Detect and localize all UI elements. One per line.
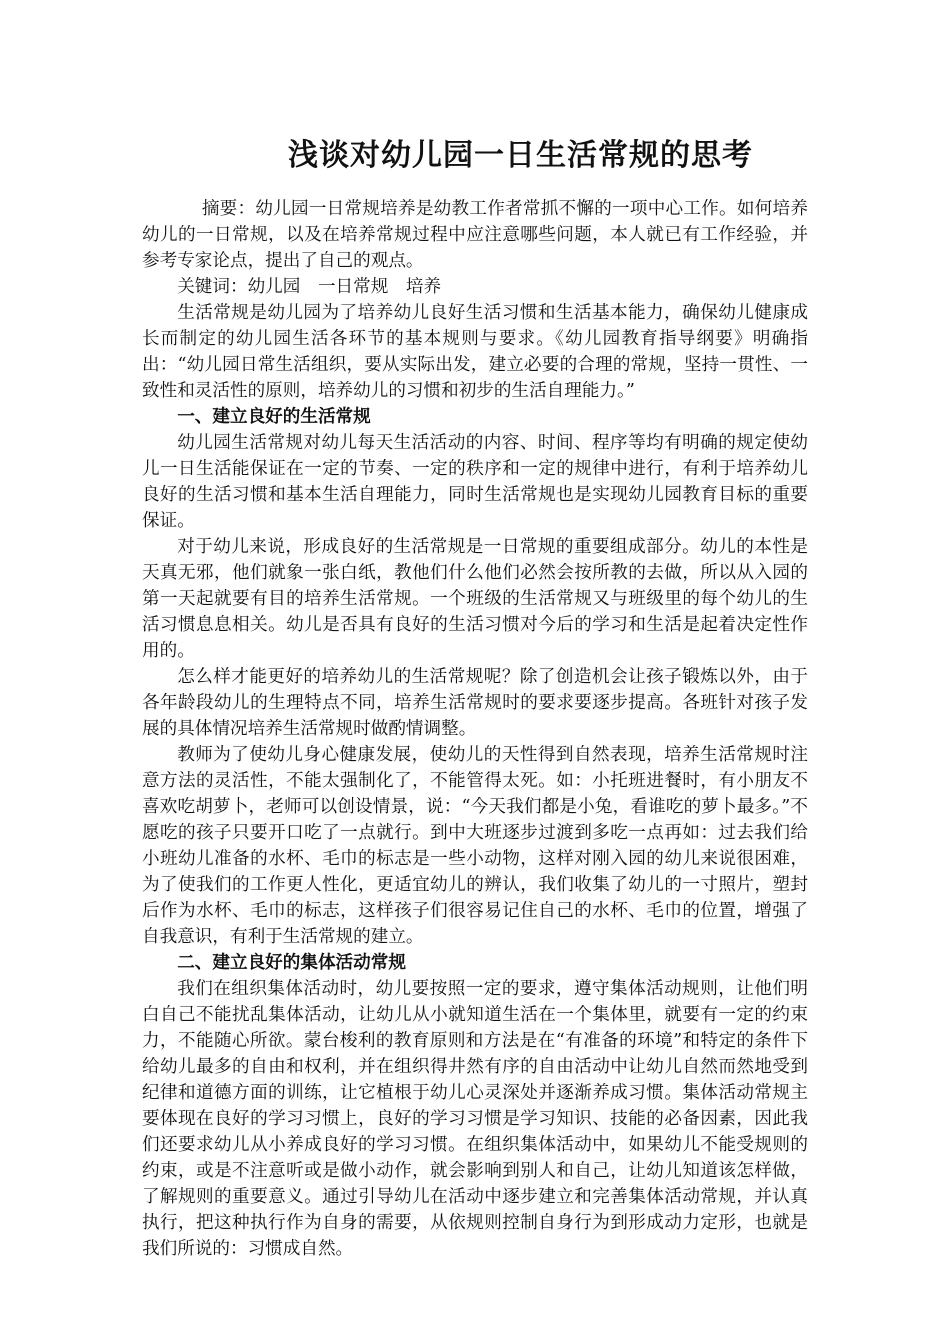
keywords-line: 关键词：幼儿园 一日常规 培养 [177, 277, 442, 297]
body-paragraph: 对于幼儿来说，形成良好的生活常规是一日常规的重要组成部分。幼儿的本性是天真无邪，他们就象一张白纸，教他们什么他们必然会按所教的去做，所以从入园的第一天起就要有目的培养生活常规。一个班级的生活常规又与班级里的每个幼儿的生活习惯息息相关。幼儿是否具有良好的生活习惯对今后的学习和生活是起着决定性作用的。 [142, 537, 808, 661]
body-paragraph: 教师为了使幼儿身心健康发展，使幼儿的天性得到自然表现，培养生活常规时注意方法的灵活性，不能太强制化了，不能管得太死。如：小托班进餐时，有小朋友不喜欢吃胡萝卜，老师可以创设情景，说：“今天我们都是小兔，看谁吃的萝卜最多。”不愿吃的孩子只要开口吃了一点就行。到中大班逐步过渡到多吃一点再如：过去我们给小班幼儿准备的水杯、毛巾的标志是一些小动物，这样对刚入园的幼儿来说很困难，为了使我们的工作更人性化，更适宜幼儿的辨认，我们收集了幼儿的一寸照片，塑封后作为水杯、毛巾的标志，这样孩子们很容易记住自己的水杯、毛巾的位置，增强了自我意识，有利于生活常规的建立。 [142, 745, 808, 947]
section-heading-1: 一、建立良好的生活常规 [177, 407, 371, 427]
body-paragraph: 我们在组织集体活动时，幼儿要按照一定的要求，遵守集体活动规则，让他们明白自己不能扰乱集体活动，让幼儿从小就知道生活在一个集体里，就要有一定的约束力，不能随心所欲。蒙台梭利的教育原则和方法是在“有准备的环境”和特定的条件下给幼儿最多的自由和权利，并在组织得井然有序的自由活动中让幼儿自然而然地受到纪律和道德方面的训练，让它植根于幼儿心灵深处并逐渐养成习惯。集体活动常规主要体现在良好的学习习惯上，良好的学习习惯是学习知识、技能的必备因素，因此我们还要求幼儿从小养成良好的学习习惯。在组织集体活动中，如果幼儿不能受规则的约束，或是不注意听或是做小动作，就会影响到别人和自己，让幼儿知道该怎样做，了解规则的重要意义。通过引导幼儿在活动中逐步建立和完善集体活动常规，并认真执行，把这种执行作为自身的需要，从依规则控制自身行为到形成动力定形，也就是我们所说的：习惯成自然。 [142, 979, 808, 1259]
document-body [142, 196, 808, 1262]
intro-paragraph: 生活常规是幼儿园为了培养幼儿良好生活习惯和生活基本能力，确保幼儿健康成长而制定的幼儿园生活各环节的基本规则与要求。《幼儿园教育指导纲要》明确指出：“幼儿园日常生活组织，要从实际出发，建立必要的合理的常规，坚持一贯性、一致性和灵活性的原则，培养幼儿的习惯和初步的生活自理能力。” [142, 303, 808, 401]
body-paragraph: 幼儿园生活常规对幼儿每天生活活动的内容、时间、程序等均有明确的规定使幼儿一日生活能保证在一定的节奏、一定的秩序和一定的规律中进行，有利于培养幼儿良好的生活习惯和基本生活自理能力，同时生活常规也是实现幼儿园教育目标的重要保证。 [142, 433, 808, 531]
section-heading-2: 二、建立良好的集体活动常规 [177, 953, 406, 973]
document-title: 浅谈对幼儿园一日生活常规的思考 [288, 138, 753, 173]
abstract-paragraph: 摘要：幼儿园一日常规培养是幼教工作者常抓不懈的一项中心工作。如何培养幼儿的一日常规，以及在培养常规过程中应注意哪些问题，本人就已有工作经验，并参考专家论点，提出了自己的观点。 [142, 199, 808, 271]
body-paragraph: 怎么样才能更好的培养幼儿的生活常规呢？除了创造机会让孩子锻炼以外，由于各年龄段幼儿的生理特点不同，培养生活常规时的要求要逐步提高。各班针对孩子发展的具体情况培养生活常规时做酌情调整。 [142, 667, 808, 739]
